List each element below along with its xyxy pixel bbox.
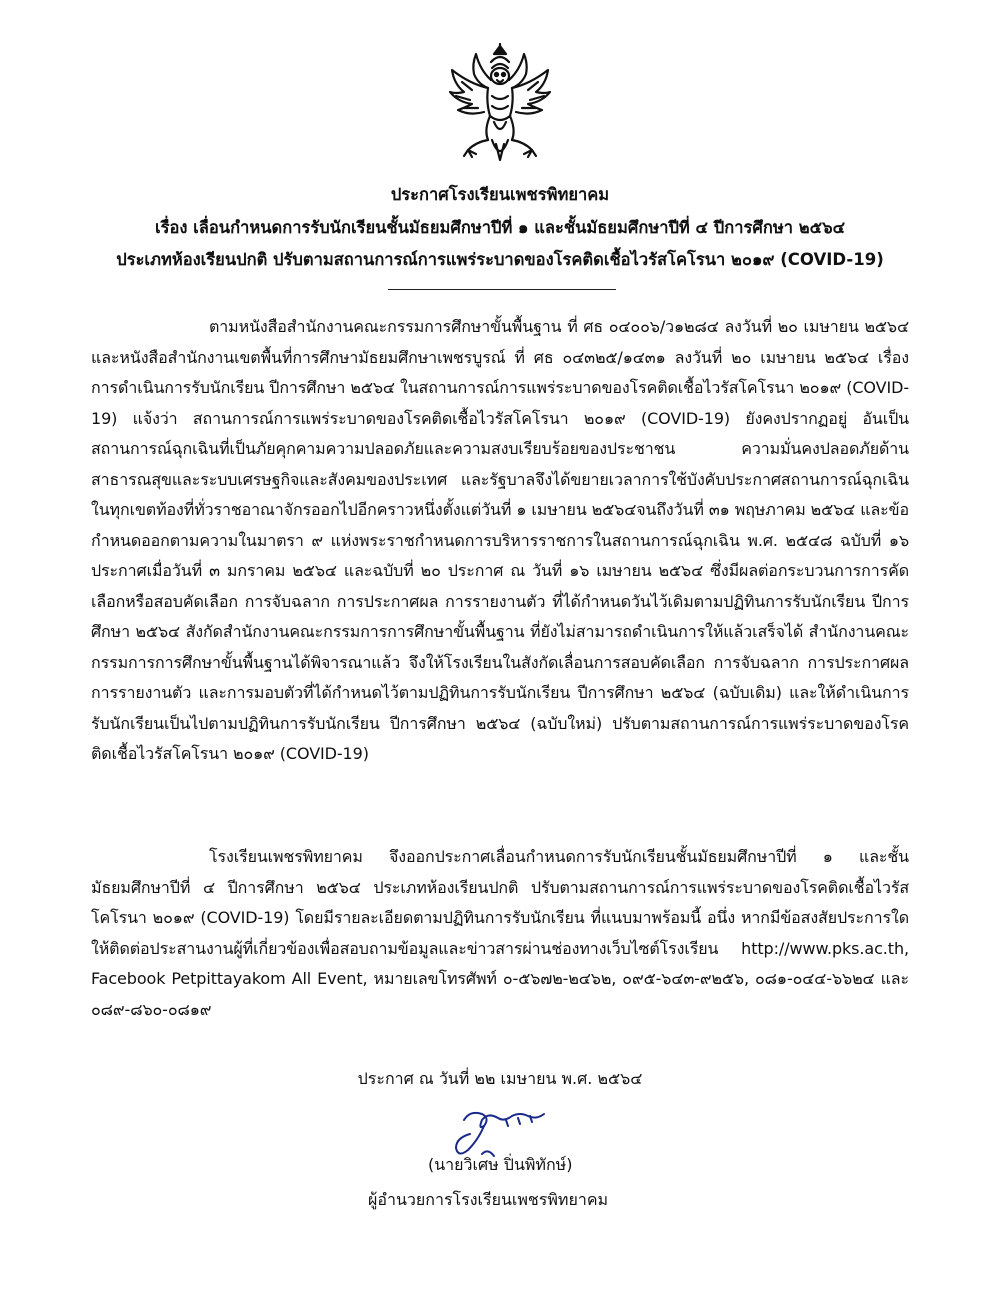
body-paragraph-1: ตามหนังสือสำนักงานคณะกรรมการศึกษาขั้นพื้นฐาน ที่ ศธ ๐๔๐๐๖/ว๑๒๘๔ ลงวันที่ ๒๐ เมษายน ๒๕๖๔ และหนังสือสำนักงานเขตพื้นที่การศึกษามัธยมศึกษาเพชรบูรณ์ ที่ ศธ ๐๔๓๒๕/๑๔๓๑ ลงวันที่ ๒๐ เมษายน ๒๕๖๔ เรื่อง การดำเนินการรับนักเรียน ปีการศึกษา ๒๕๖๔ ในสถานการณ์การแพร่ระบาดของโรคติดเชื้อไวรัสโคโรนา ๒๐๑๙ (COVID-19) แจ้งว่า สถานการณ์การแพร่ระบาดของโรคติดเชื้อไวรัสโคโรนา ๒๐๑๙ (COVID-19) ยังคงปรากฏอยู่ อันเป็นสถานการณ์ฉุกเฉินที่เป็นภัยคุกคามความปลอดภัยและความสงบเรียบร้อยของประชาชน ความมั่นคงปลอดภัยด้านสาธารณสุขและระบบเศรษฐกิจและสังคมของประเทศ และรัฐบาลจึงได้ขยายเวลาการใช้บังคับประกาศสถานการณ์ฉุกเฉินในทุกเขตท้องที่ทั่วราชอาณาจักรออกไปอีกคราวหนึ่งตั้งแต่วันที่ ๑ เมษายน ๒๕๖๔จนถึงวันที่ ๓๑ พฤษภาคม ๒๕๖๔ และข้อกำหนดออกตามความในมาตรา ๙ แห่งพระราชกำหนดการบริหารราชการในสถานการณ์ฉุกเฉิน พ.ศ. ๒๕๔๘ ฉบับที่ ๑๖ ประกาศเมื่อวันที่ ๓ มกราคม ๒๕๖๔ และฉบับที่ ๒๐ ประกาศ ณ วันที่ ๑๖ เมษายน ๒๕๖๔ ซึ่งมีผลต่อกระบวนการการคัดเลือกหรือสอบคัดเลือก การจับฉลาก การประกาศผล การรายงานตัว ที่ได้กำหนดวันไว้เดิมตามปฏิทินการรับนักเรียน ปีการศึกษา ๒๕๖๔ สังกัดสำนักงานคณะกรรมการการศึกษาขั้นพื้นฐาน ที่ยังไม่สามารถดำเนินการให้แล้วเสร็จได้ สำนักงานคณะกรรมการการศึกษาขั้นพื้นฐานได้พิจารณาแล้ว จึงให้โรงเรียนในสังกัดเลื่อนการสอบคัดเลือก การจับฉลาก การประกาศผล การรายงานตัว และการมอบตัวที่ได้กำหนดไว้ตามปฏิทินการรับนักเรียน ปีการศึกษา ๒๕๖๔ (ฉบับเดิม) และให้ดำเนินการรับนักเรียนเป็นไปตามปฏิทินการรับนักเรียน ปีการศึกษา ๒๕๖๔ (ฉบับใหม่) ปรับตามสถานการณ์การแพร่ระบาดของโรคติดเชื้อไวรัสโคโรนา ๒๐๑๙ (COVID-19) xyxy=(91,317,909,763)
signer-title: ผู้อำนวยการโรงเรียนเพชรพิทยาคม xyxy=(368,1190,609,1209)
title-divider xyxy=(388,289,616,290)
announcement-subject-continued: ประเภทห้องเรียนปกติ ปรับตามสถานการณ์การแพร่ระบาดของโรคติดเชื้อไวรัสโคโรนา ๒๐๑๙ (COVID-19) xyxy=(116,250,884,269)
garuda-emblem-icon xyxy=(442,40,558,164)
signer-name: (นายวิเศษ ปิ่นพิทักษ์) xyxy=(428,1155,573,1174)
announcement-subject: เรื่อง เลื่อนกำหนดการรับนักเรียนชั้นมัธยมศึกษาปีที่ ๑ และชั้นมัธยมศึกษาปีที่ ๔ ปีการศึกษา ๒๕๖๔ xyxy=(154,218,846,237)
body-paragraph-2: โรงเรียนเพชรพิทยาคม จึงออกประกาศเลื่อนกำหนดการรับนักเรียนชั้นมัธยมศึกษาปีที่ ๑ และชั้นมัธยมศึกษาปีที่ ๔ ปีการศึกษา ๒๕๖๔ ประเภทห้องเรียนปกติ ปรับตามสถานการณ์การแพร่ระบาดของโรคติดเชื้อไวรัสโคโรนา ๒๐๑๙ (COVID-19) โดยมีรายละเอียดตามปฏิทินการรับนักเรียน ที่แนบมาพร้อมนี้ อนึ่ง หากมีข้อสงสัยประการใดให้ติดต่อประสานงานผู้ที่เกี่ยวข้องเพื่อสอบถามข้อมูลและข่าวสารผ่านช่องทางเว็บไซต์โรงเรียน http://www.pks.ac.th, Facebook Petpittayakom All Event, หมายเลขโทรศัพท์ ๐-๕๖๗๒-๒๔๖๒, ๐๙๕-๖๔๓-๙๒๕๖, ๐๘๑-๐๔๔-๖๖๒๔ และ ๐๘๙-๘๖๐-๐๘๑๙ xyxy=(91,847,909,1019)
announcement-date: ประกาศ ณ วันที่ ๒๒ เมษายน พ.ศ. ๒๕๖๔ xyxy=(357,1069,643,1088)
announcement-heading: ประกาศโรงเรียนเพชรพิทยาคม xyxy=(390,185,610,204)
